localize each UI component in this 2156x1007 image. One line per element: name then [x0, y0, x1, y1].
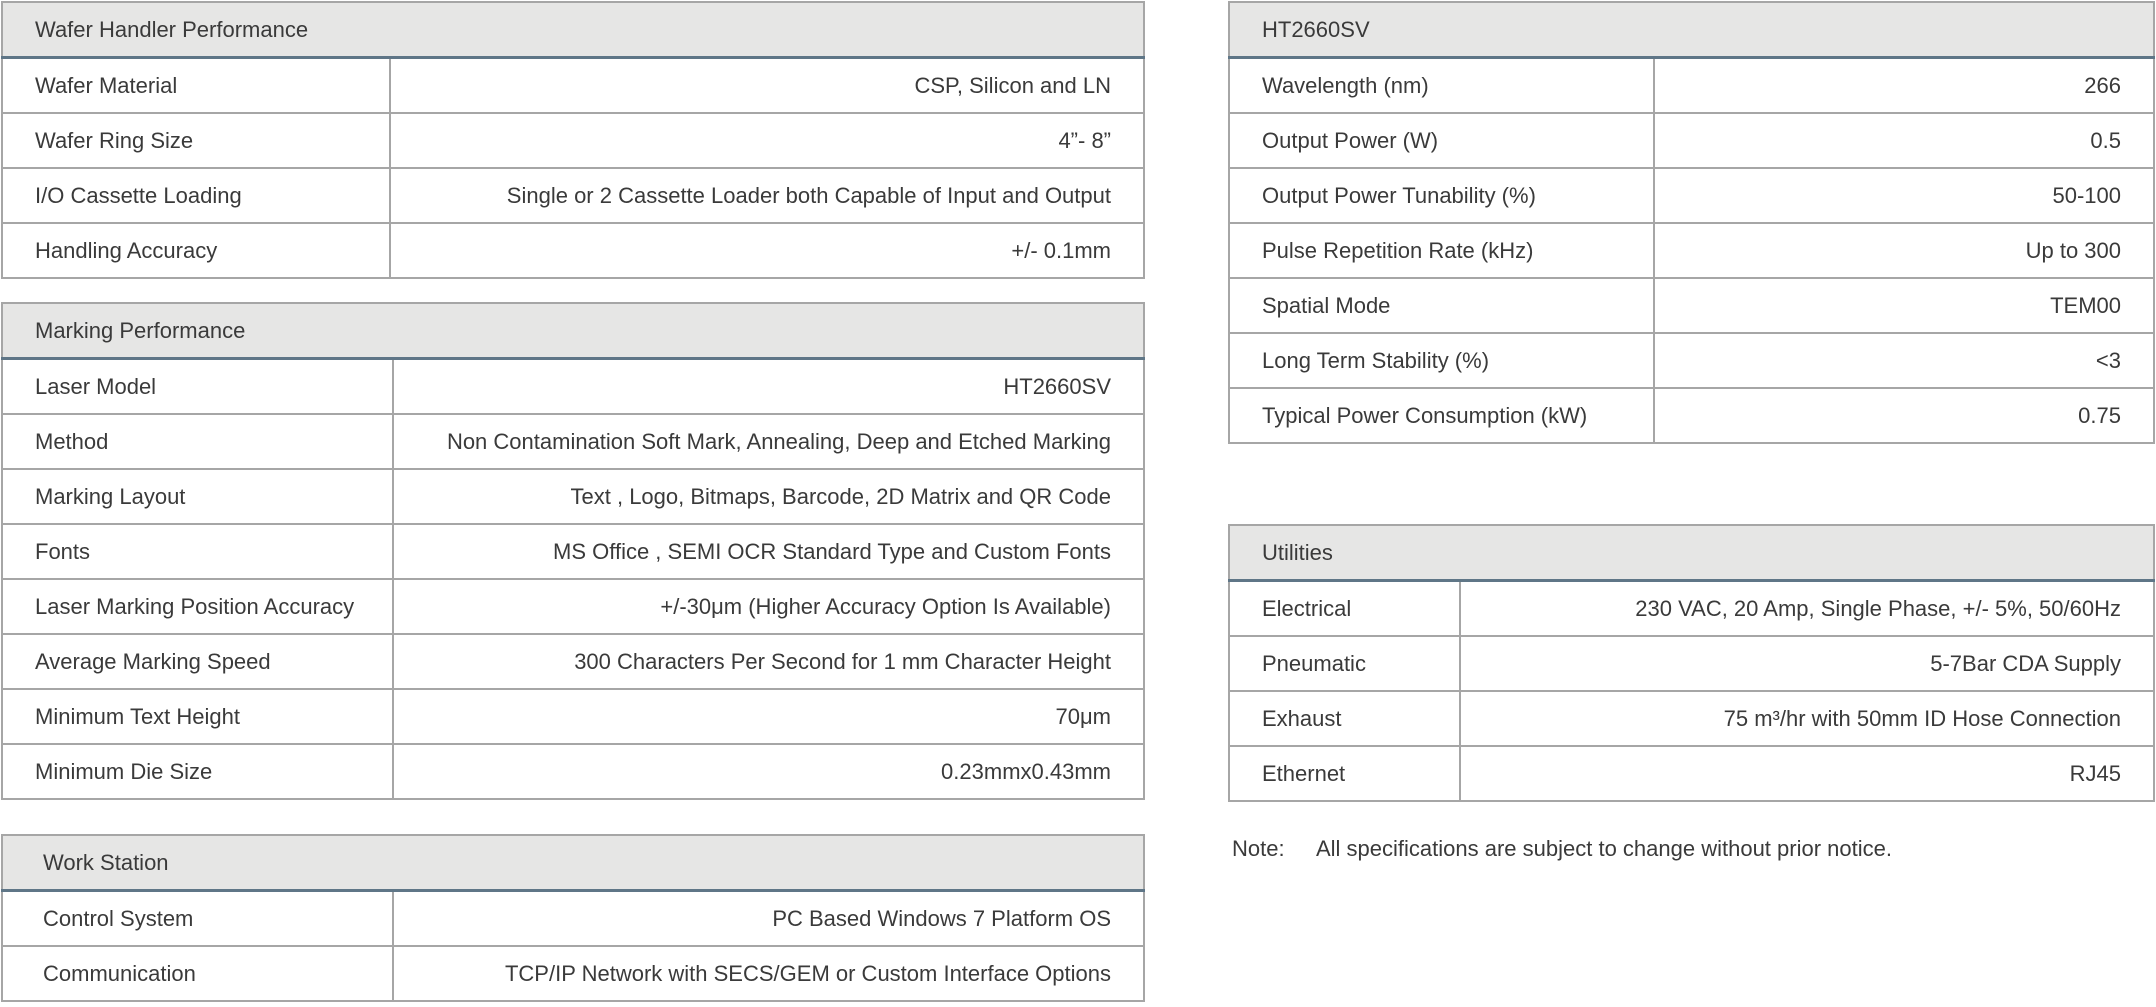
row-label: Communication [2, 946, 393, 1001]
table-row [1229, 746, 2154, 801]
table-row [2, 689, 1144, 744]
row-label: Spatial Mode [1229, 278, 1654, 333]
table-row [1229, 278, 2154, 333]
table-row [2, 113, 1144, 168]
row-value: 5-7Bar CDA Supply [1460, 636, 2154, 691]
row-value: PC Based Windows 7 Platform OS [393, 891, 1144, 947]
row-value: TEM00 [1654, 278, 2154, 333]
row-label: Method [2, 414, 393, 469]
row-value: 0.75 [1654, 388, 2154, 443]
row-value: 70μm [393, 689, 1144, 744]
table-row [2, 223, 1144, 278]
footnote [1232, 836, 1892, 862]
row-label: Laser Marking Position Accuracy [2, 579, 393, 634]
table-row [1229, 636, 2154, 691]
table-row [2, 58, 1144, 114]
wafer-handler-table [1, 1, 1145, 279]
row-label: Typical Power Consumption (kW) [1229, 388, 1654, 443]
row-value: 50-100 [1654, 168, 2154, 223]
row-value: <3 [1654, 333, 2154, 388]
table-row [2, 744, 1144, 799]
row-label: Wafer Ring Size [2, 113, 390, 168]
table-row [2, 634, 1144, 689]
row-label: Handling Accuracy [2, 223, 390, 278]
table-row [2, 946, 1144, 1001]
table-row [2, 168, 1144, 223]
row-value: 266 [1654, 58, 2154, 114]
row-value: 4”- 8” [390, 113, 1144, 168]
row-label: Electrical [1229, 581, 1460, 637]
row-label: Pulse Repetition Rate (kHz) [1229, 223, 1654, 278]
table-title: Wafer Handler Performance [2, 2, 1144, 58]
row-label: Ethernet [1229, 746, 1460, 801]
table-row [2, 891, 1144, 947]
row-value: CSP, Silicon and LN [390, 58, 1144, 114]
row-value: TCP/IP Network with SECS/GEM or Custom Interface Options [393, 946, 1144, 1001]
row-label: Wafer Material [2, 58, 390, 114]
row-value: Single or 2 Cassette Loader both Capable of Input and Output [390, 168, 1144, 223]
table-row [2, 359, 1144, 415]
table-row [1229, 113, 2154, 168]
row-label: Marking Layout [2, 469, 393, 524]
table-title: Work Station [2, 835, 1144, 891]
row-value: 0.23mmx0.43mm [393, 744, 1144, 799]
row-label: Laser Model [2, 359, 393, 415]
row-label: Exhaust [1229, 691, 1460, 746]
row-label: Long Term Stability (%) [1229, 333, 1654, 388]
utilities-table [1228, 524, 2155, 802]
table-row [2, 524, 1144, 579]
marking-performance-table [1, 302, 1145, 800]
table-title: Utilities [1229, 525, 2154, 581]
laser-specs-table [1228, 1, 2155, 444]
row-label: Output Power (W) [1229, 113, 1654, 168]
table-row [1229, 168, 2154, 223]
row-value: Non Contamination Soft Mark, Annealing, Deep and Etched Marking [393, 414, 1144, 469]
row-label: Pneumatic [1229, 636, 1460, 691]
row-value: MS Office , SEMI OCR Standard Type and Custom Fonts [393, 524, 1144, 579]
table-row [1229, 388, 2154, 443]
table-row [1229, 223, 2154, 278]
row-value: Up to 300 [1654, 223, 2154, 278]
row-label: Average Marking Speed [2, 634, 393, 689]
note-label: Note: [1232, 836, 1285, 861]
row-label: Wavelength (nm) [1229, 58, 1654, 114]
row-label: Minimum Text Height [2, 689, 393, 744]
table-row [1229, 691, 2154, 746]
table-row [1229, 333, 2154, 388]
table-row [2, 469, 1144, 524]
table-row [1229, 581, 2154, 637]
table-row [2, 414, 1144, 469]
row-label: I/O Cassette Loading [2, 168, 390, 223]
row-value: 75 m³/hr with 50mm ID Hose Connection [1460, 691, 2154, 746]
row-value: 300 Characters Per Second for 1 mm Character Height [393, 634, 1144, 689]
work-station-table [1, 834, 1145, 1002]
row-value: +/-30μm (Higher Accuracy Option Is Available) [393, 579, 1144, 634]
row-value: 230 VAC, 20 Amp, Single Phase, +/- 5%, 50/60Hz [1460, 581, 2154, 637]
note-text: All specifications are subject to change without prior notice. [1316, 836, 1892, 861]
row-value: +/- 0.1mm [390, 223, 1144, 278]
row-value: Text , Logo, Bitmaps, Barcode, 2D Matrix and QR Code [393, 469, 1144, 524]
table-row [2, 579, 1144, 634]
table-row [1229, 58, 2154, 114]
row-label: Fonts [2, 524, 393, 579]
row-value: HT2660SV [393, 359, 1144, 415]
table-title: Marking Performance [2, 303, 1144, 359]
row-label: Control System [2, 891, 393, 947]
table-title: HT2660SV [1229, 2, 2154, 58]
row-label: Output Power Tunability (%) [1229, 168, 1654, 223]
row-value: 0.5 [1654, 113, 2154, 168]
row-value: RJ45 [1460, 746, 2154, 801]
row-label: Minimum Die Size [2, 744, 393, 799]
